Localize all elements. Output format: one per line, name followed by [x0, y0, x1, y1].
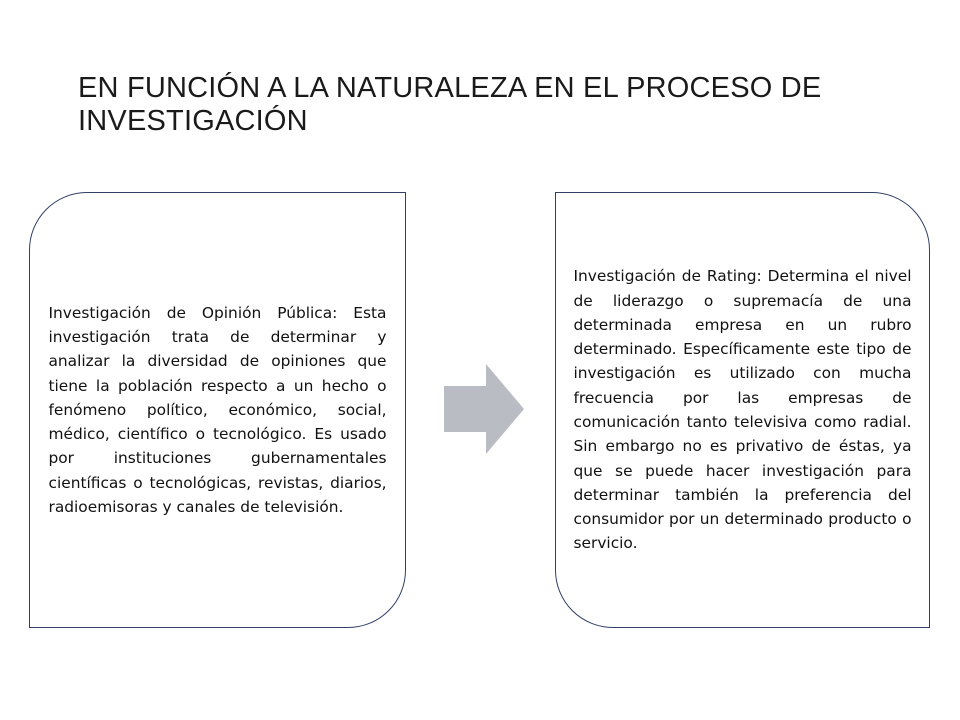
rating-box — [555, 192, 930, 628]
opinion-publica-box — [29, 192, 406, 628]
right-arrow-icon — [444, 364, 524, 454]
rating-text: Investigación de Rating: Determina el nivel de liderazgo o supremacía de una determinada empresa en un rubro determinado. Específicamente este tipo de investigación es utilizado con mucha frecuencia por las empresas de comunicación tanto televisiva como radial. Sin embargo no es privativo de éstas, ya que se puede hacer investigación para determinar también la preferencia del consumidor por un determinado producto o servicio. — [573, 267, 912, 553]
slide-title: EN FUNCIÓN A LA NATURALEZA EN EL PROCESO DE INVESTIGACIÓN — [78, 72, 822, 137]
opinion-publica-text: Investigación de Opinión Pública: Esta investigación trata de determinar y analizar la diversidad de opiniones que tiene la población respecto a un hecho o fenómeno político, económico, social, médico, científico o tecnológico. Es usado por instituciones gubernamentales científicas o tecnológicas, revistas, diarios, radioemisoras y canales de televisión. — [48, 303, 387, 517]
